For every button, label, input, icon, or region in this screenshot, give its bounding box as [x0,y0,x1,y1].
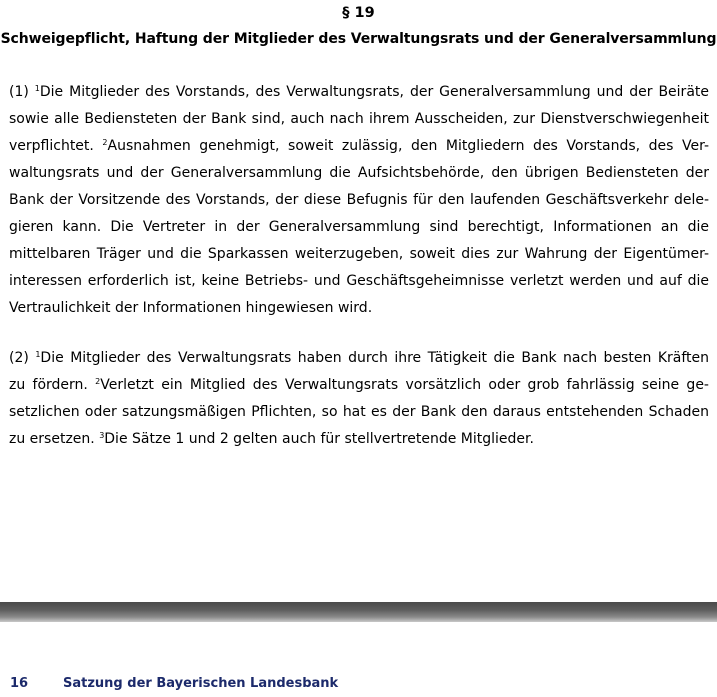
text-line: gieren kann. Die Vertreter in der Generalversammlung sind berechtigt, Informationen an die [9,219,709,235]
text-line: mittelbaren Träger und die Sparkassen weiterzugeben, soweit dies zur Wahrung der Eigentümer- [9,246,709,262]
section-title: Schweigepflicht, Haftung der Mitglieder des Verwaltungsrats und der Generalversammlung [0,31,717,47]
text-line: Vertraulichkeit der Informationen hingewiesen wird. [9,300,373,316]
paragraph-2 [9,345,709,453]
section-number: § 19 [342,5,375,21]
text-line: setzlichen oder satzungsmäßigen Pflichten, so hat es der Bank den daraus entstehenden Schaden [9,404,709,420]
text-line: (2) $^1$Die Mitglieder des Verwaltungsrats haben durch ihre Tätigkeit die Bank nach besten Kräften [9,350,709,366]
page-number: 16 [10,676,29,691]
text-line: zu fördern. $^2$Verletzt ein Mitglied des Verwaltungsrats vorsätzlich oder grob fahrlässig seine ge- [9,377,709,393]
text-line: verpflichtet. $^2$Ausnahmen genehmigt, soweit zulässig, den Mitgliedern des Vorstands, des Ver- [9,138,709,154]
text-line: interessen erforderlich ist, keine Betriebs- und Geschäftsgeheimnisse verletzt werden und auf die [9,273,709,289]
footer-divider-bar [0,602,717,622]
document-title: Satzung der Bayerischen Landesbank [63,676,339,691]
text-line: sowie alle Bediensteten der Bank sind, auch nach ihrem Ausscheiden, zur Dienstverschwiegenheit [9,111,709,127]
text-line: zu ersetzen. $^3$Die Sätze 1 und 2 gelten auch für stellvertretende Mitglieder. [9,431,534,447]
text-line: waltungsrats und der Generalversammlung die Aufsichtsbehörde, den übrigen Bediensteten der [9,165,709,181]
paragraph-1 [9,79,709,322]
text-line: (1) $^1$Die Mitglieder des Vorstands, des Verwaltungsrats, der Generalversammlung und der Beiräte [9,84,709,100]
text-line: Bank der Vorsitzende des Vorstands, der diese Befugnis für den laufenden Geschäftsverkehr dele- [9,192,709,208]
